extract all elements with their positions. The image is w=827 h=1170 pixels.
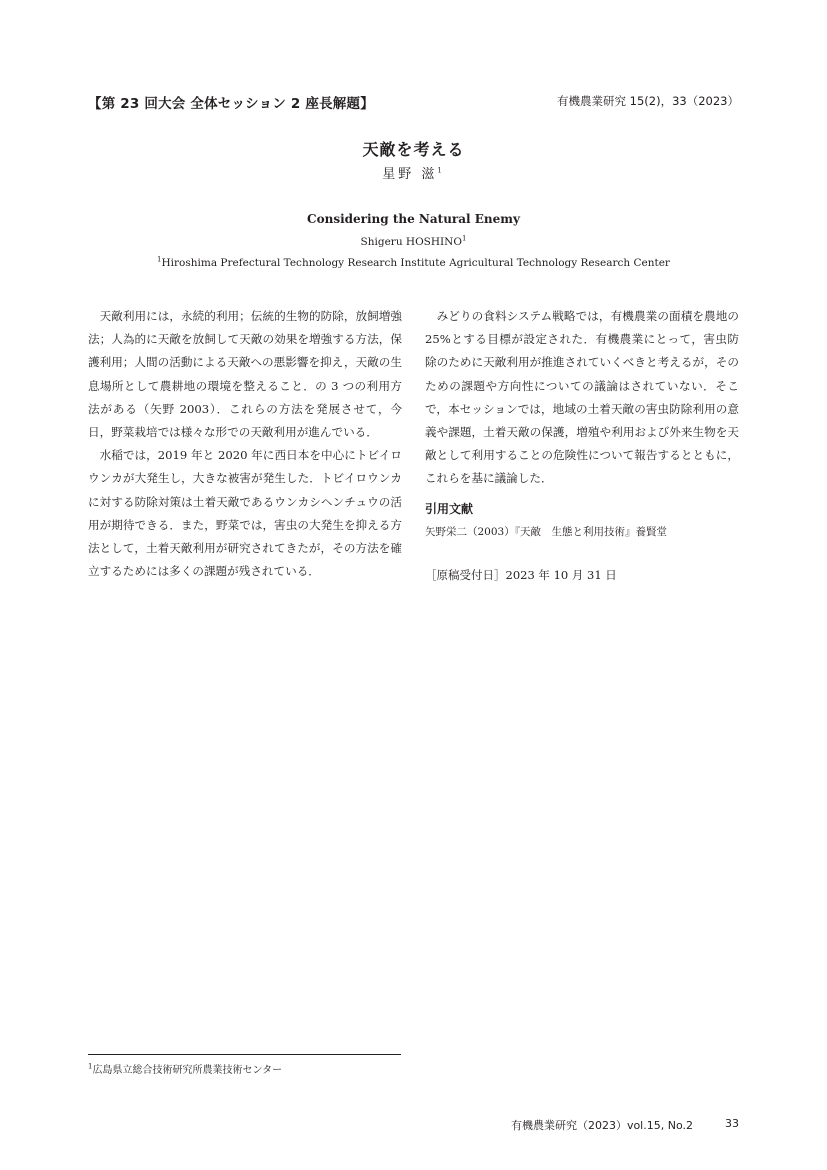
footnote bbox=[88, 1061, 282, 1076]
footnote-divider bbox=[88, 1054, 401, 1055]
body-paragraph: 天敵利用には，永続的利用；伝統的生物的防除，放飼増強法；人為的に天敵を放飼して天敵の効果を増強する方法，保護利用；人間の活動による天敵への悪影響を抑え，天敵の生息場所として農耕地の環境を整えること．の 3 つの利用方法がある（矢野 2003）．これらの方法を発展させて，今日，野菜栽培では様々な形での天敵利用が進んでいる． bbox=[88, 309, 402, 440]
page-number: 33 bbox=[725, 1117, 739, 1130]
author-english bbox=[0, 236, 827, 248]
body-paragraph: みどりの食料システム戦略では，有機農業の面積を農地の 25%とする目標が設定された．有機農業にとって，害虫防除のために天敵利用が推進されていくべきと考えるが，そのための課題や方向性についての議論はされていない．そこで，本セッションでは，地域の土着天敵の害虫防除利用の意義や課題，土着天敵の保護，増殖や利用および外来生物を天敵として利用することの危険性について報告するとともに，これらを基に議論した． bbox=[425, 309, 739, 486]
references-heading: 引用文献 bbox=[425, 502, 474, 516]
author-affiliation-mark: 1 bbox=[437, 166, 445, 175]
footnote-text: 広島県立総合技術研究所農業技術センター bbox=[92, 1065, 283, 1076]
affiliation-english bbox=[0, 257, 827, 269]
english-title: Considering the Natural Enemy bbox=[307, 212, 520, 226]
author-japanese bbox=[0, 163, 827, 182]
affiliation-mark: 1 bbox=[157, 255, 162, 264]
affiliation-text: Hiroshima Prefectural Technology Research Institute Agricultural Technology Research Center bbox=[161, 257, 670, 269]
footnote-mark: 1 bbox=[88, 1062, 93, 1071]
received-date: ［原稿受付日］2023 年 10 月 31 日 bbox=[425, 568, 617, 582]
author-name-en: Shigeru HOSHINO bbox=[360, 236, 462, 248]
article-title: 天敵を考える bbox=[362, 140, 465, 159]
session-label: 【第 23 回大会 全体セッション 2 座長解題】 bbox=[88, 96, 374, 112]
body-paragraph: 水稲では，2019 年と 2020 年に西日本を中心にトビイロウンカが大発生し，大きな被害が発生した．トビイロウンカに対する防除対策は土着天敵であるウンカシヘンチュウの活用が期待できる．また，野菜では，害虫の大発生を抑える方法として，土着天敵利用が研究されてきたが，その方法を確立するためには多くの課題が残されている． bbox=[88, 448, 402, 579]
author-en-affiliation-mark: 1 bbox=[461, 234, 467, 243]
body-right-column bbox=[425, 305, 739, 491]
reference-item: 矢野栄二（2003）『天敵 生態と利用技術』養賢堂 bbox=[425, 526, 667, 538]
journal-reference: 有機農業研究 15(2)，33（2023） bbox=[557, 94, 739, 108]
author-name-jp: 星野 滋 bbox=[382, 167, 438, 182]
body-left-column bbox=[88, 305, 402, 583]
footer-journal: 有機農業研究（2023）vol.15, No.2 bbox=[510, 1119, 693, 1132]
